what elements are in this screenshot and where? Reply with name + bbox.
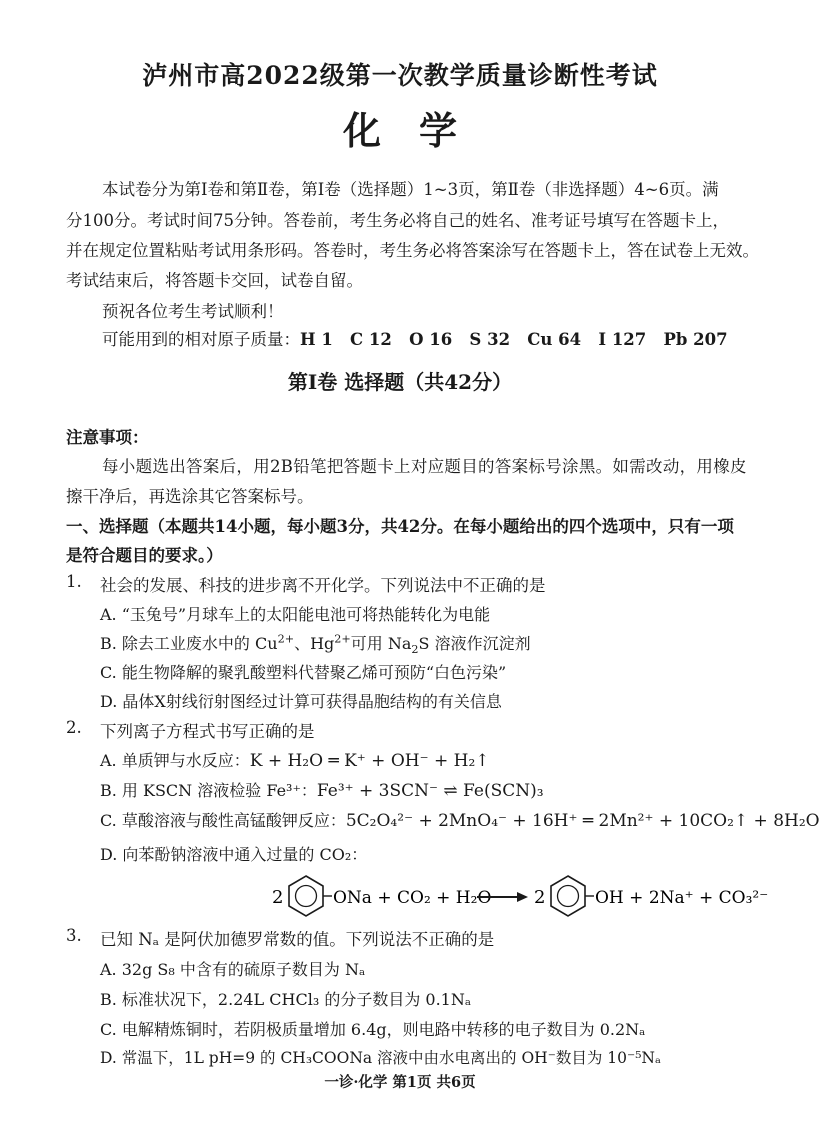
instruction-line-1: 一、选择题（本题共14小题，每小题3分，共42分。在每小题给出的四个选项中，只有一项: [66, 517, 734, 536]
atomic-mass-line: [102, 326, 728, 350]
q3-option-d: D. 常温下，1L pH=9 的 CH₃COONa 溶液中由水电离出的 OH⁻数目为 10⁻⁵Nₐ: [100, 1049, 661, 1067]
q1-option-d: D. 晶体X射线衍射图经过计算可获得晶胞结构的有关信息: [100, 692, 502, 711]
intro-line-1: 本试卷分为第Ⅰ卷和第Ⅱ卷，第Ⅰ卷（选择题）1~3页，第Ⅱ卷（非选择题）4~6页。满: [102, 180, 719, 199]
page-footer: 一诊·化学 第1页 共6页: [324, 1074, 476, 1091]
intro-wish: 预祝各位考生考试顺利！: [102, 302, 284, 321]
q3-option-c: C. 电解精炼铜时，若阴极质量增加 6.4g，则电路中转移的电子数目为 0.2Nₐ: [100, 1020, 646, 1039]
notes-line-1: 每小题选出答案后，用2B铅笔把答题卡上对应题目的答案标号涂黑。如需改动，用橡皮: [102, 457, 747, 476]
q2-d-coef-left: 2: [272, 887, 284, 908]
exam-title: 泸州市高2022级第一次教学质量诊断性考试: [142, 61, 658, 90]
q2-c-equation: 5C₂O₄²⁻ + 2MnO₄⁻ + 16H⁺ ═ 2Mn²⁺ + 10CO₂↑ + 8H₂O: [345, 811, 820, 831]
q1-option-c: C. 能生物降解的聚乳酸塑料代替聚乙烯可预防“白色污染”: [100, 663, 507, 682]
q3-option-b: B. 标准状况下，2.24L CHCl₃ 的分子数目为 0.1Nₐ: [100, 990, 472, 1009]
q2-d-left-side: ONa + CO₂ + H₂O: [333, 888, 492, 908]
q2-c-label: C. 草酸溶液与酸性高锰酸钾反应：: [100, 811, 346, 830]
benzene-ring-icon: [289, 876, 323, 916]
notes-line-2: 擦干净后，再选涂其它答案标号。: [66, 487, 314, 506]
q2-option-c: [100, 808, 820, 831]
q1-option-b: B. 除去工业废水中的 $Cu^{2+}$、$Hg^{2+}$可用 $Na_2S$ 溶液作沉淀剂: [100, 632, 531, 657]
section-title: 第Ⅰ卷 选择题（共42分）: [287, 370, 513, 394]
q2-d-right-side: OH + 2Na⁺ + CO₃²⁻: [595, 888, 769, 908]
q2-b-label: B. 用 KSCN 溶液检验 Fe³⁺：: [100, 781, 317, 800]
q3-stem: 已知 Nₐ 是阿伏加德罗常数的值。下列说法不正确的是: [100, 930, 495, 949]
q2-b-equation: Fe³⁺ + 3SCN⁻ ⇌ Fe(SCN)₃: [316, 781, 544, 801]
q2-option-a: [100, 748, 490, 771]
q3-number: 3.: [66, 926, 82, 945]
q3-option-a: A. 32g S₈ 中含有的硫原子数目为 Nₐ: [100, 960, 366, 979]
q2-number: 2.: [66, 718, 82, 737]
atomic-mass-values: H 1 C 12 O 16 S 32 Cu 64 I 127 Pb 207: [300, 330, 728, 349]
q1-stem: 社会的发展、科技的进步离不开化学。下列说法中不正确的是: [100, 576, 546, 595]
q1-number: 1.: [66, 572, 82, 591]
notes-title: 注意事项：: [66, 428, 149, 447]
atomic-mass-label: 可能用到的相对原子质量：: [102, 330, 300, 349]
q2-option-b: [100, 778, 544, 801]
q2-d-equation: [270, 866, 769, 926]
intro-line-4: 考试结束后，将答题卡交回，试卷自留。: [66, 271, 363, 290]
q2-stem: 下列离子方程式书写正确的是: [100, 722, 315, 741]
q2-d-coef-right: 2: [534, 887, 546, 908]
q2-option-d: D. 向苯酚钠溶液中通入过量的 CO₂：: [100, 845, 368, 864]
instruction-line-2: 是符合题目的要求。）: [66, 546, 223, 565]
benzene-ring-icon: [551, 876, 585, 916]
q2-a-equation: K + H₂O ═ K⁺ + OH⁻ + H₂↑: [249, 751, 490, 771]
intro-line-3: 并在规定位置粘贴考试用条形码。答卷时，考生务必将答案涂写在答题卡上，答在试卷上无效。: [66, 241, 759, 260]
subject-title: 化学: [342, 108, 495, 153]
q1-option-a: A. “玉兔号”月球车上的太阳能电池可将热能转化为电能: [100, 605, 491, 624]
intro-line-2: 分100分。考试时间75分钟。答卷前，考生务必将自己的姓名、准考证号填写在答题卡上，: [66, 211, 729, 230]
q2-a-label: A. 单质钾与水反应：: [100, 751, 250, 770]
